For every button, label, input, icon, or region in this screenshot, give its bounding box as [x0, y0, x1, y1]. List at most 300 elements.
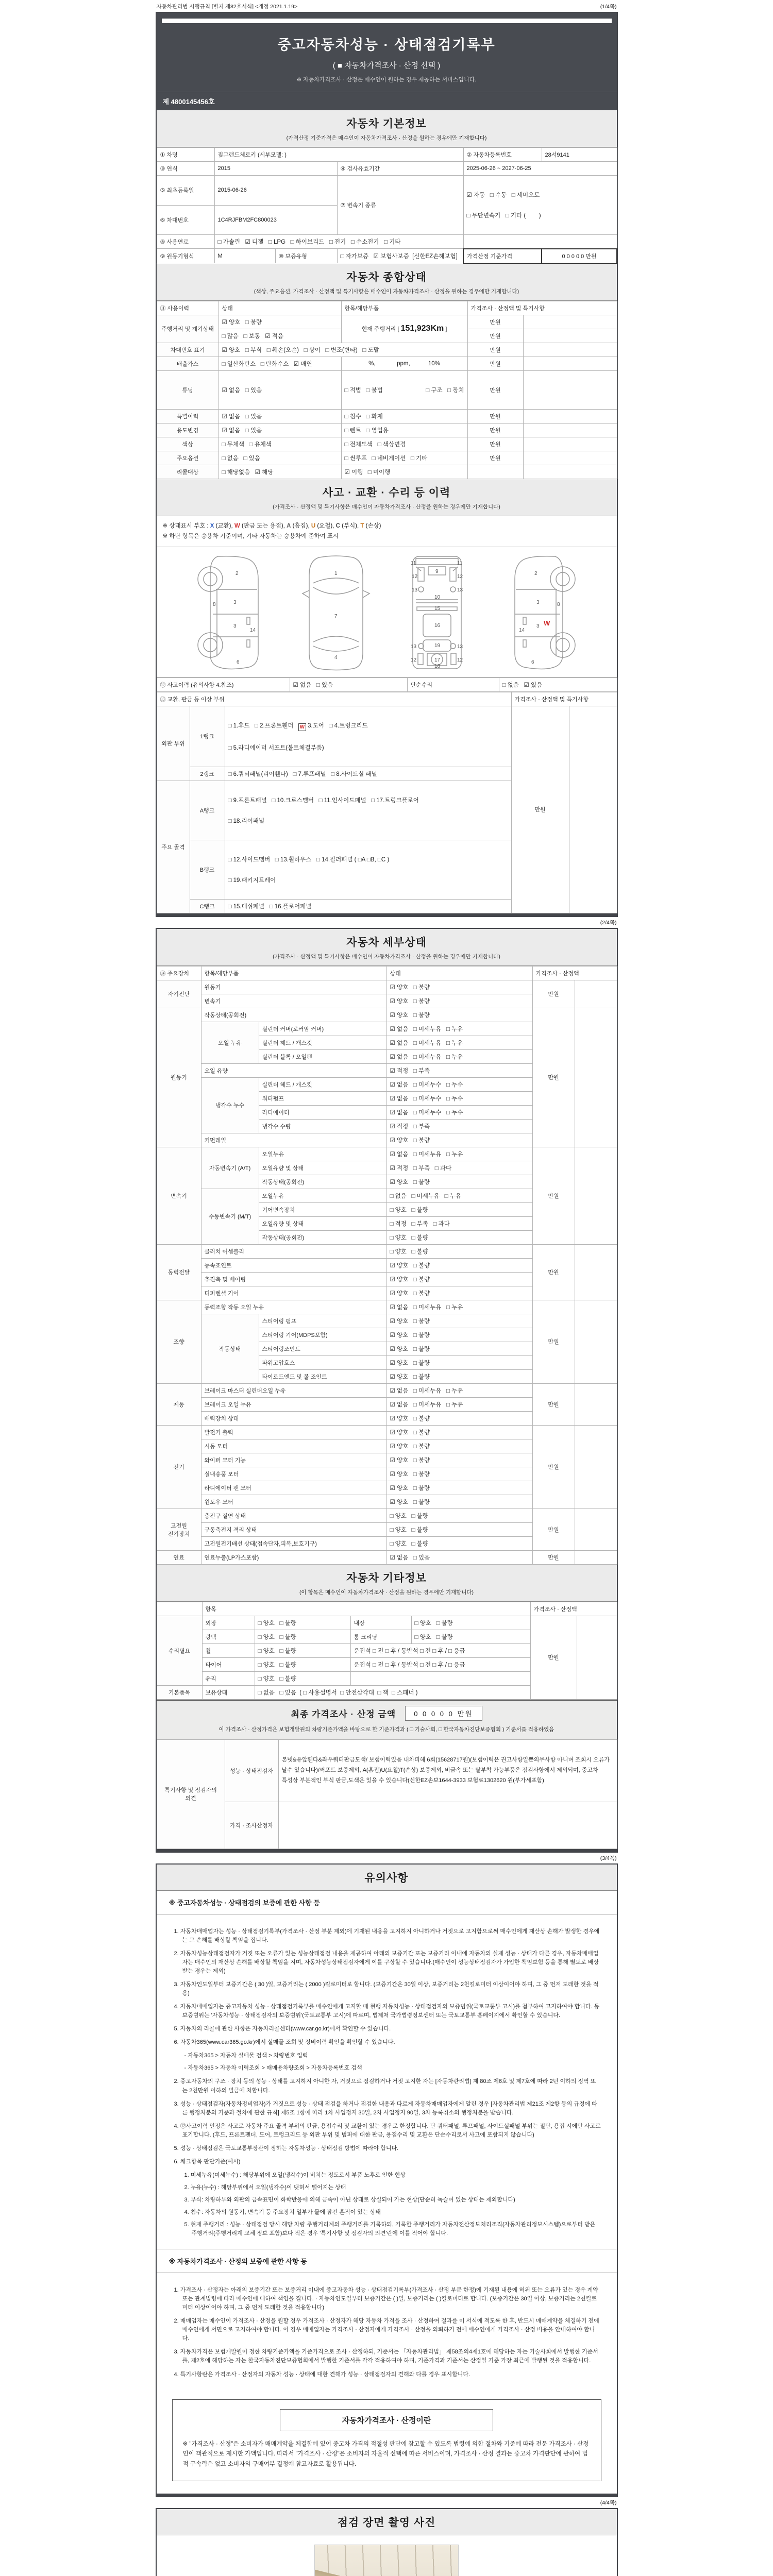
item-label: 와이퍼 모터 기능: [201, 1453, 386, 1467]
item-label: 브레이크 마스터 실린더오일 누유: [201, 1383, 386, 1397]
price-cell: 만원: [532, 1008, 575, 1147]
remarks-cell: [523, 343, 617, 357]
rankB-line2[interactable]: □ 19.패키지트레이: [228, 877, 276, 884]
inspector-opinion-table: [157, 1739, 617, 1849]
rank2-items[interactable]: □ 6.쿼터패널(리어휀다) □ 7.루프패널 □ 8.사이드실 패널: [225, 767, 511, 781]
usage-change-detail-options[interactable]: □ 렌트 □ 영업용: [341, 423, 467, 437]
tuning-options[interactable]: ☑ 없음 □ 있음: [219, 370, 341, 409]
diagram-label: 6: [237, 659, 240, 665]
status-options[interactable]: ☑ 양호 □ 불량: [386, 1495, 532, 1509]
section-basic-header: [157, 110, 617, 147]
legend-desc: (흠집),: [291, 522, 311, 529]
remarks-cell: [523, 357, 617, 370]
usage-change-options[interactable]: ☑ 없음 □ 있음: [219, 423, 341, 437]
rank1-post[interactable]: 3.도어 □ 4.트렁크리드: [306, 722, 368, 729]
col-price: 가격조사 · 산정액: [532, 966, 617, 980]
overall-state-table: [157, 301, 617, 479]
diagram-label: 4: [334, 654, 338, 660]
status-options[interactable]: □ 양호 □ 불량: [255, 1657, 350, 1671]
item-label: 워터펌프: [259, 1091, 386, 1105]
special-history-detail-options[interactable]: □ 침수 □ 화재: [341, 409, 467, 423]
diagram-label: 3: [233, 599, 237, 605]
transmission-type-options[interactable]: [463, 176, 617, 235]
status-options[interactable]: ☑ 양호 □ 불량: [386, 1008, 532, 1022]
status-options[interactable]: ☑ 양호 □ 불량: [386, 1467, 532, 1481]
table-row: [157, 677, 617, 691]
accident-history-options[interactable]: ☑ 없음 □ 있음: [290, 677, 407, 691]
status-options[interactable]: ☑ 양호 □ 불량: [386, 1342, 532, 1355]
col-item: 항목: [202, 1602, 530, 1616]
emission-options[interactable]: □ 일산화탄소 □ 탄화수소 ☑ 매연: [219, 357, 341, 370]
special-history-options[interactable]: ☑ 없음 □ 있음: [219, 409, 341, 423]
table-row: [157, 423, 617, 437]
status-options[interactable]: ☑ 양호 □ 불량: [386, 1439, 532, 1453]
document-note: ※ 자동차가격조사 · 산정은 매수인이 원하는 경우 제공하는 서비스입니다.: [296, 77, 477, 83]
item-label: 작동상태(공회전): [201, 1008, 386, 1022]
item-label: 등속죠인트: [201, 1258, 386, 1272]
status-options[interactable]: ☑ 없음 □ 미세누유 □ 누유: [386, 1036, 532, 1049]
price-cell: 만원: [532, 1550, 575, 1564]
item-label: 스티어링 펌프: [259, 1314, 386, 1328]
section-notice-title: 유의사항: [364, 1872, 409, 1884]
rankC-items[interactable]: □ 15.대쉬패널 □ 16.플로어패널: [225, 899, 511, 913]
mileage-label: 주행거리 및 계기상태: [157, 315, 219, 343]
inspection-period-value: 2025-06-26 ~ 2027-06-25: [463, 162, 617, 176]
car-side-right-diagram: [499, 553, 587, 672]
item-label: 동력조향 작동 오일 누유: [201, 1300, 386, 1314]
tuning-legality-options[interactable]: □ 적법 □ 불법: [344, 387, 383, 394]
section-overall-subtitle: (색상, 주요옵션, 가격조사 · 산정액 및 특기사항은 매수인이 자동차가격조사 · 산정을 원하는 경우에만 기재합니다): [254, 288, 519, 295]
status-options[interactable]: □ 양호 □ 불량: [386, 1536, 532, 1550]
item-label: 타이로드엔드 및 볼 조인트: [259, 1369, 386, 1383]
status-options[interactable]: ☑ 적정 □ 부족: [386, 1119, 532, 1133]
group-fuel: 연료: [157, 1550, 201, 1564]
diagram-label: 18: [434, 663, 441, 669]
price-cell: 만원: [467, 329, 523, 343]
legend-desc: (판금 또는 용접),: [240, 522, 287, 529]
status-options[interactable]: ☑ 없음 □ 미세누유 □ 누유: [386, 1383, 532, 1397]
diagram-label: 1: [334, 570, 338, 577]
table-row: [157, 451, 617, 465]
base-price-value: 0 0 0 0 0 만원: [542, 249, 617, 263]
notice-subitem: - 자동차365 > 자동차 이력조회 > 매매용차량조회 > 자동차등록번호 검색: [184, 2065, 362, 2072]
status-options[interactable]: □ 양호 □ 불량: [411, 1616, 530, 1630]
status-options[interactable]: ☑ 적정 □ 부족 □ 과다: [386, 1161, 532, 1175]
price-cell: 만원: [467, 437, 523, 451]
current-mileage: [341, 315, 467, 343]
simple-repair-label: 단순수리: [407, 677, 499, 691]
outer-panel-group-label: 외판 부위: [157, 706, 190, 781]
accident-history-row: [157, 677, 617, 692]
rank2-label: 2랭크: [190, 767, 225, 781]
item-label: 실린더 커버(로커암 커버): [259, 1022, 386, 1036]
status-options[interactable]: ☑ 양호 □ 불량: [386, 980, 532, 994]
weld-mark-w: W: [544, 619, 550, 627]
table-row: [157, 315, 617, 329]
legend-desc: (교환),: [214, 522, 234, 529]
simple-repair-options[interactable]: □ 없음 ☑ 있음: [499, 677, 617, 691]
empty-cell: [463, 235, 617, 249]
notice-subitem: 2. 누유(누수) : 해당부위에서 오일(냉각수)이 맺혀서 떨어지는 상태: [184, 2184, 346, 2191]
color-detail-options[interactable]: □ 전체도색 □ 색상변경: [341, 437, 467, 451]
status-options[interactable]: ☑ 양호 □ 불량: [386, 1175, 532, 1189]
item-label: 윈도우 모터: [201, 1495, 386, 1509]
status-options[interactable]: ☑ 없음 □ 미세누수 □ 누수: [386, 1091, 532, 1105]
item-label: 작동상태(공회전): [259, 1175, 386, 1189]
inspection-period-label: ④ 검사유효기간: [337, 162, 463, 176]
diagram-label: 7: [334, 613, 338, 619]
table-row: [157, 409, 617, 423]
appraiser-opinion-text: [278, 1802, 617, 1849]
status-options[interactable]: □ 양호 □ 불량: [386, 1230, 532, 1244]
sub-operation-state: 작동상태: [201, 1314, 259, 1383]
item-label: 고전원전기배선 상태(접속단자,피복,보호기구): [201, 1536, 386, 1550]
empty-cell: [350, 1671, 530, 1685]
notice-item: 3. 자동차가격은 보험개발원이 정한 차량기준가액을 기준가격으로 조사 · 산정하되, 기준서는 「자동차관리법」 제58조의4제1호에 해당하는 자는 기술사회에서 발행한 기준서를, 제2호에 해당하는 자는 한국자동차진단보증협회에서 발행한 기준서를 각각 적용하여야 하며, 기준가격과 기준서는 산정일 기준 가장 최근에 발행된 것을 적용합니다.: [174, 2349, 598, 2364]
item-label: 원동기: [201, 980, 386, 994]
legend-symbol-scratch: A: [287, 522, 291, 529]
mileage-prefix: 현재 주행거리 [: [361, 326, 401, 332]
page-2: [156, 928, 618, 1853]
price-cell: 만원: [532, 1509, 575, 1550]
status-options[interactable]: ☑ 없음 □ 미세누수 □ 누수: [386, 1077, 532, 1091]
document-number: 제 4800145456호: [157, 92, 617, 110]
recall-options[interactable]: □ 해당없음 ☑ 해당: [219, 465, 341, 479]
item-label: 실린더 헤드 / 개스킷: [259, 1077, 386, 1091]
header-stripe: [162, 19, 612, 23]
col-item-part: 항목/해당부품: [341, 301, 467, 315]
tuning-label: 튜닝: [157, 370, 219, 409]
regulation-note: 자동차관리법 시행규칙 [별지 제82호서식] <개정 2021.1.19>: [156, 4, 298, 10]
final-price-block: [157, 1700, 617, 1739]
car-top-diagram: [297, 553, 375, 672]
rankA-label: A랭크: [190, 781, 225, 840]
exchange-panel-table: [157, 692, 617, 913]
table-header-row: [157, 301, 617, 315]
remarks-cell: [575, 1244, 617, 1300]
mileage-value: 151,923Km: [400, 324, 444, 333]
recall-fulfilled-options[interactable]: ☑ 이행 □ 미이행: [341, 465, 467, 479]
diagram-label: 3: [536, 599, 540, 605]
appraisal-definition-text: ※ "가격조사 · 산정"은 소비자가 매매계약을 체결함에 있어 중고차 가격의 적절성 판단에 참고할 수 있도록 법령에 의한 절차와 기준에 따라 전문 가격조사 · 산정인이 객관적으로 제시한 가액입니다. 따라서 "가격조사 · 산정"은 소비자의 자율적 선택에 따른 서비스이며, 가격조사 · 산정 결과는 중고차 가격판단에 관하여 법적 구속력은 없고 소비자의 구매여부 결정에 참고자료로 활용됩니다.: [182, 2441, 589, 2467]
page-1: [156, 12, 618, 917]
notice-item: 6. 자동차365(www.car365.go.kr)에서 실매물 조회 및 정비이력 확인을 확인할 수 있습니다.: [174, 2039, 395, 2046]
recall-label: 리콜대상: [157, 465, 219, 479]
price-cell: 만원: [467, 370, 523, 409]
section-basic-title: 자동차 기본정보: [346, 118, 427, 130]
base-price-label: 가격산정 기준가격: [463, 249, 542, 263]
table-header-row: [157, 692, 617, 706]
item-label: 클러치 어셈블리: [201, 1244, 386, 1258]
mileage-amount-options[interactable]: □ 많음 □ 보통 ☑ 적음: [219, 329, 341, 343]
reg-number-value: 28서9141: [542, 148, 617, 162]
group-engine: 원동기: [157, 1008, 201, 1147]
exchange-title: ⑬ 교환, 판금 등 이상 부위: [157, 692, 511, 706]
notice-item: 1. 가격조사 · 산정자는 아래의 보증기간 또는 보증거리 이내에 중고자동차 성능 · 상태점검기록부(가격조사 · 산정 부분 한정)에 기재된 내용에 허위 또는 오류가 있는 경우 계약 또는 관계법령에 따라 매수인에 대하여 책임을 집니다. · 자동차인도일부터 보증기간은 ( )일, 보증거리는 ( )킬로미터로 합니다. (보증기간은 30일 이상, 보증거리는 2천킬로미터 이상이어야 하며, 그 중 먼저 도래한 것을 적용합니다): [174, 2287, 598, 2311]
vehicle-name-label: ① 차명: [157, 148, 214, 162]
remarks-cell: [575, 1550, 617, 1564]
status-options[interactable]: ☑ 양호 □ 불량: [386, 1481, 532, 1495]
notice-list-c: [157, 2273, 617, 2391]
diagram-label: 12: [457, 573, 463, 580]
table-row: [157, 437, 617, 451]
vin-mark-options[interactable]: ☑ 양호 □ 부식 □ 훼손(오손) □ 상이 □ 변조(변타) □ 도말: [219, 343, 467, 357]
fuel-options[interactable]: □ 가솔린 ☑ 디젤 □ LPG □ 하이브리드 □ 전기 □ 수소전기 □ 기타: [214, 235, 463, 249]
accident-legend-notes: [157, 516, 617, 547]
vin-value: 1C4RJFBM2FC800023: [214, 205, 337, 235]
diagram-label: 13: [457, 643, 463, 650]
status-options[interactable]: □ 적정 □ 부족 □ 과다: [386, 1216, 532, 1230]
col-usage-history: ⑪ 사용이력: [157, 301, 219, 315]
rank1-line1[interactable]: [228, 721, 508, 731]
notice-item: 4. 자동차매매업자는 중고자동차 성능 · 상태점검기록부를 매수인에게 고지할 때 현행 자동차성능 · 상태점검자의 보증범위(국토교통부 고시)를 첨부하여 고지하여야 합니다. 동 보증범위는 '자동차성능 · 상태점검자의 보증범위'(국토교통부 고시)에 따르며, 법제처 국가법령정보센터 또는 국토교통부 홈페이지에서 확인할 수 있습니다.: [174, 2004, 600, 2019]
warranty-type-options[interactable]: □ 자가보증 ☑ 보험사보증 [신한EZ손해보험]: [337, 249, 463, 263]
group-transmission: 변속기: [157, 1147, 201, 1244]
rank1-pre[interactable]: □ 1.후드 □ 2.프론트휀더: [228, 722, 298, 729]
special-history-label: 특별이력: [157, 409, 219, 423]
item-label: 오일유량 및 상태: [259, 1216, 386, 1230]
diagram-label: 2: [534, 570, 537, 577]
diagram-label: 12: [457, 657, 463, 663]
reg-number-label: ② 자동차등록번호: [463, 148, 542, 162]
table-row: [157, 706, 617, 767]
diagram-label: 19: [434, 642, 441, 649]
notice-item: 2. 매매업자는 매수인이 가격조사 · 산정을 원할 경우 가격조사 · 산정자가 해당 자동차 가격을 조사 · 산정하여 결과를 이 서식에 적도록 한 후, 반드시 매매계약을 체결하기 전에 매수인에게 서면으로 고지하여야 합니다. 이 경우 매매업자는 가격조사 · 산정자에게 가격조사 · 산정을 의뢰하기 전에 매수인에게 가격조사 · 산정 비용을 안내하여야 합니다.: [174, 2318, 599, 2342]
model-year-label: ③ 연식: [157, 162, 214, 176]
tuning-detail-options[interactable]: [341, 370, 467, 409]
notice-subitem: 4. 침수: 자동차의 원동기, 변속기 등 주요장치 일부가 물에 잠긴 흔적이 있는 상태: [184, 2209, 381, 2215]
col-price: 가격조사 · 산정액: [530, 1602, 617, 1616]
car-side-left-diagram: [186, 553, 274, 672]
table-row: [157, 176, 617, 206]
transmission-type-label: ⑦ 변속기 종류: [337, 176, 463, 235]
remarks-cell: [569, 706, 617, 913]
legend-symbol-damage: T: [360, 522, 364, 529]
notice-subitem: - 자동차365 > 자동차 실매물 검색 > 차량번호 입력: [184, 2053, 308, 2059]
status-options[interactable]: □ 없음 □ 미세누유 □ 누유: [386, 1189, 532, 1202]
table-row: [157, 162, 617, 176]
color-options[interactable]: □ 무채색 □ 유채색: [219, 437, 341, 451]
status-options[interactable]: □ 양호 □ 불량: [386, 1244, 532, 1258]
diagram-label: 9: [435, 568, 439, 574]
rankA-line2[interactable]: □ 18.리어패널: [228, 818, 265, 824]
status-options[interactable]: ☑ 없음 □ 미세누유 □ 누유: [386, 1147, 532, 1161]
group-high-voltage: 고전원 전기장치: [157, 1509, 201, 1550]
legend-symbol-weld: W: [234, 522, 240, 529]
document-sheet: [156, 0, 618, 2576]
rank1-items[interactable]: [225, 706, 511, 767]
item-label: 라디에이터 팬 모터: [201, 1481, 386, 1495]
transmission-options-line2[interactable]: □ 무단변속기 □ 기타 ( ): [466, 213, 541, 219]
item-label: 오일 유량: [201, 1063, 386, 1077]
price-cell: 만원: [532, 1244, 575, 1300]
col-state: 상태: [386, 966, 532, 980]
main-options-options[interactable]: □ 없음 □ 있음: [219, 451, 341, 465]
diagram-label: 11: [457, 560, 463, 566]
item-label: 실린더 헤드 / 개스킷: [259, 1036, 386, 1049]
top-meta-line: [156, 0, 618, 12]
status-options[interactable]: ☑ 양호 □ 불량: [386, 1286, 532, 1300]
status-options[interactable]: □ 양호 □ 불량: [411, 1630, 530, 1643]
document-subtitle: ( ■ 자동차가격조사 · 산정 선택 ): [332, 61, 441, 70]
color-label: 색상: [157, 437, 219, 451]
document-header: [157, 13, 617, 92]
weld-checkbox-door[interactable]: W: [298, 723, 306, 731]
legend-prefix: ※ 상태표시 부호 :: [162, 522, 210, 529]
status-options[interactable]: ☑ 없음 □ 미세누유 □ 누유: [386, 1049, 532, 1063]
legend-line: [163, 521, 611, 532]
price-cell: 만원: [467, 315, 523, 329]
status-options[interactable]: ☑ 없음 □ 있음: [386, 1550, 532, 1564]
etc-info-table: [157, 1602, 617, 1700]
table-row: [157, 370, 617, 409]
basic-items-options[interactable]: □ 없음 □ 있음 ( □ 사용설명서 □ 안전삼각대 □ 잭 □ 스패너 ): [255, 1685, 530, 1699]
vin-mark-label: 차대번호 표기: [157, 343, 219, 357]
status-options[interactable]: ☑ 양호 □ 불량: [386, 1453, 532, 1467]
diagram-label: 3: [536, 623, 540, 629]
section-basic-subtitle: (가격산정 기준가격은 매수인이 자동차가격조사 · 산정을 원하는 경우에만 기재합니다): [286, 135, 487, 141]
status-options[interactable]: ☑ 양호 □ 불량: [386, 1133, 532, 1147]
price-cell: 만원: [467, 451, 523, 465]
section-accident-subtitle: (가격조사 · 산정액 및 특기사항은 매수인이 자동차가격조사 · 산정을 원하는 경우에만 기재합니다): [273, 503, 500, 510]
page-marker-3: (3/4쪽): [600, 1855, 617, 1861]
status-options[interactable]: ☑ 없음 □ 미세누유 □ 누유: [386, 1300, 532, 1314]
notice-subitem: 5. 현재 주행거리 : 성능 · 상태점검 당시 해당 차량 주행거리계의 주행거리를 기록하되, 기록한 주행거리가 자동차전산정보처리조직(자동차관리정보시스템)으로부터 받은 주행거리(주행거리계 교체 정보 포함)보다 적은 경우 '특기사항 및 점검자의 의견'란에 이를 적어야 합니다.: [184, 2222, 596, 2237]
tuning-kind-options[interactable]: □ 구조 □ 장치: [426, 387, 464, 394]
item-label: 외장: [202, 1616, 255, 1630]
status-options[interactable]: ☑ 적정 □ 부족: [386, 1063, 532, 1077]
section-overall-header: [157, 264, 617, 301]
price-cell: 만원: [467, 409, 523, 423]
item-label: 작동상태(공회전): [259, 1230, 386, 1244]
table-row: [157, 148, 617, 162]
emission-label: 배출가스: [157, 357, 219, 370]
item-label: 내장: [350, 1616, 411, 1630]
status-options[interactable]: ☑ 양호 □ 불량: [386, 994, 532, 1008]
status-options[interactable]: ☑ 양호 □ 불량: [386, 1425, 532, 1439]
remarks-cell: [523, 329, 617, 343]
remarks-cell: [575, 1008, 617, 1147]
col-item-part: 항목/해당부품: [201, 966, 386, 980]
price-cell: 만원: [532, 980, 575, 1008]
diagram-label: 15: [434, 605, 441, 612]
status-options[interactable]: ☑ 양호 □ 불량: [386, 1328, 532, 1342]
rank1-line2[interactable]: □ 5.라디에이터 서포트(볼트체결부품): [228, 744, 324, 751]
exchange-price-head: 가격조사 · 산정액 및 특기사항: [511, 692, 617, 706]
legend-symbol-exchange: X: [210, 522, 214, 529]
status-options[interactable]: □ 양호 □ 불량: [255, 1616, 350, 1630]
status-options[interactable]: □ 양호 □ 불량: [255, 1643, 350, 1657]
remarks-cell: [523, 451, 617, 465]
price-cell: 만원: [530, 1616, 577, 1699]
section-etc-header: [157, 1565, 617, 1602]
item-label: 파워고압호스: [259, 1355, 386, 1369]
status-options[interactable]: □ 양호 □ 불량: [255, 1671, 350, 1685]
status-options[interactable]: □ 양호 □ 불량: [386, 1202, 532, 1216]
price-cell: 만원: [532, 1147, 575, 1244]
table-row: [157, 1739, 617, 1802]
notice-item: 4. ⑫사고이력 인정은 사고로 자동차 주요 골격 부위의 판금, 용접수리 및 교환이 있는 경우로 한정합니다. 단 쿼터패널, 루프패널, 사이드실패널 부위는 절단, 용접 시에만 사고로 표기합니다. (후드, 프론트펜더, 도어, 트렁크리드 등 외판 부위 및 범퍼에 대한 판금, 용접수리 및 교환은 단순수리로서 사고에 포함되지 않습니다): [174, 2123, 601, 2138]
rankA-items[interactable]: [225, 781, 511, 840]
legend-symbol-corrosion: C: [335, 522, 340, 529]
sub-oil-leak: 오일 누유: [201, 1022, 259, 1063]
main-options-detail-options[interactable]: □ 썬루프 □ 네비게이션 □ 기타: [341, 451, 467, 465]
item-label: 디퍼렌셜 기어: [201, 1286, 386, 1300]
item-label: 라디에이터: [259, 1105, 386, 1119]
remarks-cell: [575, 1509, 617, 1550]
status-options[interactable]: ☑ 양호 □ 불량: [386, 1369, 532, 1383]
status-options[interactable]: ☑ 양호 □ 불량: [386, 1355, 532, 1369]
price-cell: 만원: [532, 1425, 575, 1509]
status-options[interactable]: □ 양호 □ 불량: [255, 1630, 350, 1643]
item-label: 룸 크리닝: [350, 1630, 411, 1643]
status-options[interactable]: □ 양호 □ 불량: [386, 1522, 532, 1536]
rankB-label: B랭크: [190, 840, 225, 899]
empty-cell: [467, 465, 523, 479]
engine-type-value: M: [214, 249, 275, 263]
item-label: 배력장치 상태: [201, 1411, 386, 1425]
wheel-position-options[interactable]: 운전석 □ 전 □ 후 / 동반석 □ 전 □ 후 / □ 응급: [350, 1643, 530, 1657]
status-options[interactable]: ☑ 양호 □ 불량: [386, 1314, 532, 1328]
warranty-type-label: ⑩ 보증유형: [275, 249, 337, 263]
item-label: 발전기 출력: [201, 1425, 386, 1439]
status-options[interactable]: ☑ 없음 □ 미세누수 □ 누수: [386, 1105, 532, 1119]
price-cell: 만원: [532, 1300, 575, 1383]
status-options[interactable]: ☑ 없음 □ 미세누유 □ 누유: [386, 1022, 532, 1036]
page-4: [156, 2508, 618, 2576]
legend-desc: (요철),: [315, 522, 336, 529]
transmission-options-line1[interactable]: ☑ 자동 □ 수동 □ 세미오토: [466, 192, 540, 198]
section-etc-subtitle: (이 항목은 매수인이 자동차가격조사 · 산정을 원하는 경우에만 기재합니다): [299, 1589, 474, 1596]
notice-item: 3. 성능 · 상태점검자(자동차정비업자)가 거짓으로 성능 · 상태 점검을 하거나 점검한 내용과 다르게 자동차매매업자에게 알린 경우 [자동차관리법 제21조 제2항 등의 규정에 따른 행정처분의 기준과 절차에 관한 규칙] 제5조 1항에 따라 1차 사업정지 30일, 2차 사업정지 90일, 3차 등록취소의 행정처분을 받습니다.: [174, 2100, 597, 2116]
item-label: 보유상태: [202, 1685, 255, 1699]
status-options[interactable]: □ 양호 □ 불량: [386, 1509, 532, 1522]
status-options[interactable]: ☑ 없음 □ 미세누유 □ 누유: [386, 1397, 532, 1411]
status-options[interactable]: ☑ 양호 □ 불량: [386, 1258, 532, 1272]
item-label: 추진축 및 베어링: [201, 1272, 386, 1286]
tire-position-options[interactable]: 운전석 □ 전 □ 후 / 동반석 □ 전 □ 후 / □ 응급: [350, 1657, 530, 1671]
mileage-gauge-options[interactable]: ☑ 양호 □ 불량: [219, 315, 341, 329]
table-row: [157, 343, 617, 357]
group-powertrain: 동력전달: [157, 1244, 201, 1300]
remarks-cell: [523, 315, 617, 329]
legend-desc: (부식),: [340, 522, 361, 529]
basic-info-table: [157, 147, 618, 264]
diagram-label: 17: [434, 657, 441, 663]
item-label: 브레이크 오일 누유: [201, 1397, 386, 1411]
item-label: 스티어링 기어(MDPS포함): [259, 1328, 386, 1342]
status-options[interactable]: ☑ 양호 □ 불량: [386, 1411, 532, 1425]
remarks-cell: [577, 1616, 617, 1699]
remarks-cell: [575, 1300, 617, 1383]
item-label: 실린더 블록 / 오일팬: [259, 1049, 386, 1063]
status-options[interactable]: ☑ 양호 □ 불량: [386, 1272, 532, 1286]
rankB-line1[interactable]: □ 12.사이드멤버 □ 13.휠하우스 □ 14.필러패널 ( □A □B, □C ): [228, 856, 390, 863]
diagram-label: 3: [233, 623, 237, 629]
car-underbody-diagram: [398, 553, 476, 672]
remarks-cell: [523, 370, 617, 409]
diagram-label: 16: [434, 622, 441, 629]
item-label: 오일유량 및 상태: [259, 1161, 386, 1175]
section-photos-header: [157, 2509, 617, 2535]
rankB-items[interactable]: [225, 840, 511, 899]
rankA-line1[interactable]: □ 9.프론트패널 □ 10.크로스멤버 □ 11.인사이드패널 □ 17.트렁크플로어: [228, 797, 419, 804]
remarks-cell: [523, 423, 617, 437]
table-row: [157, 357, 617, 370]
item-label: 오일누유: [259, 1147, 386, 1161]
notice-subitem: 1. 미세누유(미세누수) : 해당부위에 오일(냉각수)이 비치는 정도로서 부품 노후로 인한 현상: [184, 2172, 406, 2178]
table-header-row: [157, 966, 617, 980]
